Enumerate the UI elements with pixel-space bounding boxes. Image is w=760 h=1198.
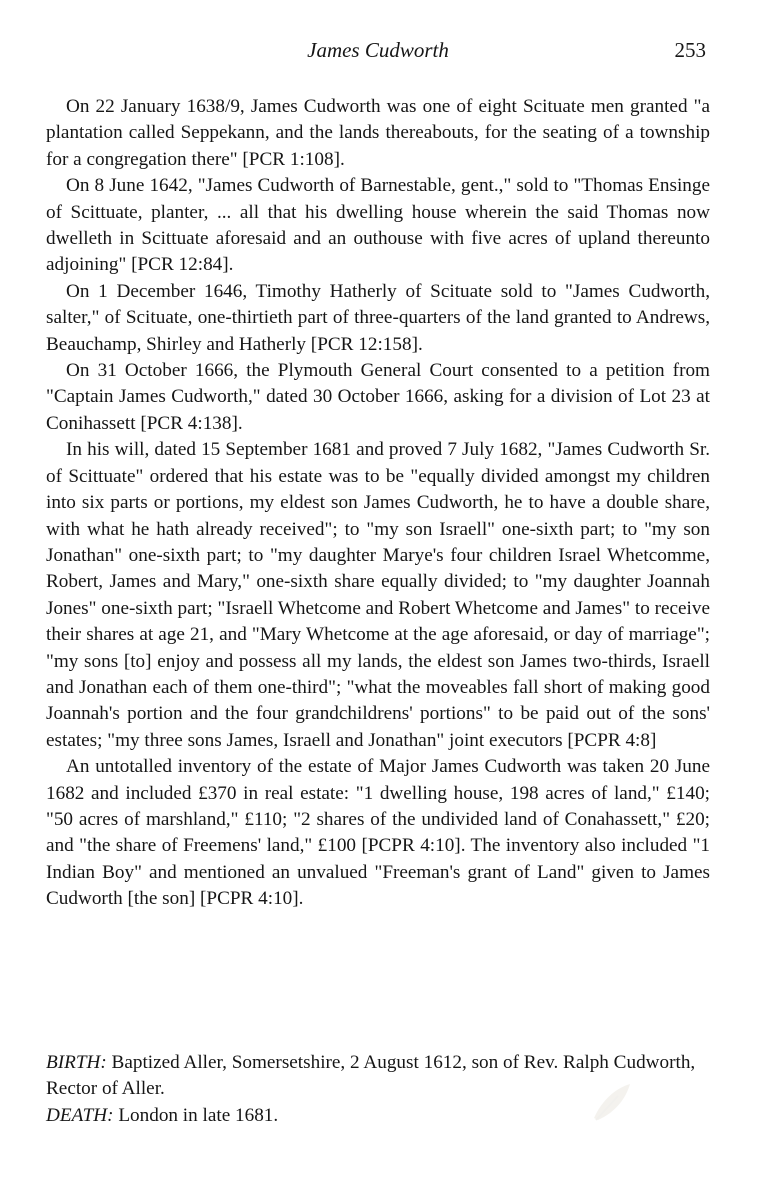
- death-text: London in late 1681.: [118, 1104, 279, 1126]
- running-title: James Cudworth: [307, 38, 449, 62]
- body-text: [46, 94, 710, 913]
- paragraph-seppekann-grant: On 22 January 1638/9, James Cudworth was one of eight Scituate men granted "a plantation called Seppekann, and the lands thereabouts, for the seating of a township for a congregation there" [PCR 1:108].: [46, 96, 710, 170]
- death-label: DEATH:: [46, 1104, 114, 1126]
- birth-label: BIRTH:: [46, 1052, 107, 1073]
- watermark-icon: [588, 1080, 634, 1124]
- paragraph-barnestable-sale: On 8 June 1642, "James Cudworth of Barnestable, gent.," sold to "Thomas Ensinge of Scittuate, planter, ... all that his dwelling house wherein the said Thomas now dwelleth in Scittuate aforesaid and an outhouse with five acres of upland thereunto adjoining" [PCR 12:84].: [46, 175, 710, 276]
- page-number: 253: [674, 38, 706, 62]
- paragraph-court-petition: On 31 October 1666, the Plymouth General Court consented to a petition from "Captain James Cudworth," dated 30 October 1666, asking for a division of Lot 23 at Conihassett [PCR 4:138].: [46, 360, 710, 434]
- paragraph-inventory: An untotalled inventory of the estate of Major James Cudworth was taken 20 June 1682 and included £370 in real estate: "1 dwelling house, 198 acres of land," £140; "50 acres of marshland," £110; "2 shares of the undivided land of Conahassett," £20; and "the share of Freemens' land," £100 [PCPR 4:10]. The inventory also included "1 Indian Boy" and mentioned an unvalued "Freeman's grant of Land" given to James Cudworth [the son] [PCPR 4:10].: [46, 756, 710, 910]
- paragraph-hatherly-sale: On 1 December 1646, Timothy Hatherly of Scituate sold to "James Cudworth, salter," of Scituate, one-thirtieth part of three-quarters of the land granted to Andrews, Beauchamp, Shirley and Hatherly [PCR 12:158].: [46, 280, 710, 355]
- running-header: [46, 38, 710, 68]
- paragraph-will: In his will, dated 15 September 1681 and proved 7 July 1682, "James Cudworth Sr. of Scittuate" ordered that his estate was to be "equally divided amongst my children into six parts or portions, my eldest son James Cudworth, he to have a double share, with what he hath already received"; to "my son Israell" one-sixth part; to "my son Jonathan" one-sixth part; to "my daughter Marye's four children Israel Whetcomme, Robert, James and Mary," one-sixth share equally divided; to "my daughter Joannah Jones" one-sixth part; "Israell Whetcome and Robert Whetcome and James" to receive their shares at age 21, and "Mary Whetcome at the age aforesaid, or day of marriage"; "my sons [to] enjoy and possess all my lands, the eldest son James two-thirds, Israell and Jonathan each of them one-third"; "what the moveables fall short of making good Joannah's portion and the four grandchildrens' portions" to be paid out of the sons' estates; "my three sons James, Israell and Jonathan" joint executors [PCPR 4:8]: [46, 439, 710, 751]
- birth-text: Baptized Aller, Somersetshire, 2 August 1612, son of Rev. Ralph Cudworth, Rector of Aller.: [46, 1052, 696, 1100]
